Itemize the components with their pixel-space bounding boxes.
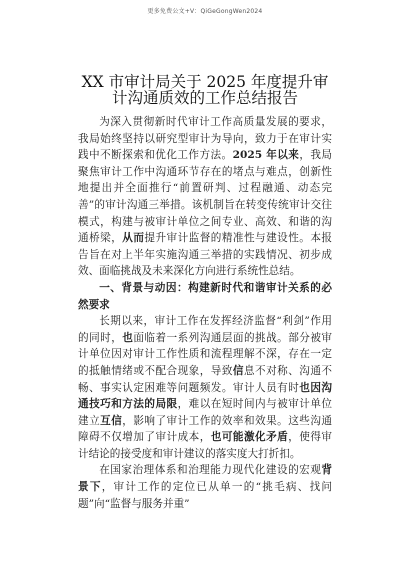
document-page	[78, 74, 332, 512]
emphasized-text: 也	[122, 331, 134, 344]
section-heading	[78, 280, 332, 313]
paragraph-text: 提升审计监督的精准性与建设性。本报告旨在对上半年实施沟通三举措的实践情况、初步成效、面临挑战及未来深化方向进行系统性总结。	[78, 232, 333, 278]
emphasized-text: 2025 年以来	[232, 149, 300, 162]
emphasized-text: 也可能激化矛盾	[210, 431, 289, 444]
paragraph-text: ，影响了审计工作的效率和效果。这些沟通障碍不仅增加了审计成本，	[78, 414, 333, 444]
body-paragraph	[78, 313, 332, 462]
paragraph-text: 长期以来，审计工作在发挥经济监督“利剑”作用的同时，	[78, 315, 332, 344]
emphasized-text: 一、背景与动因：构建新时代和谐审计关系的必然要求	[78, 281, 332, 311]
emphasized-text: 也因沟通技巧和方法的局限	[78, 381, 333, 411]
paragraph-text: 在国家治理体系和治理能力现代化建设的宏观	[99, 464, 322, 477]
emphasized-text: 从而	[122, 232, 145, 245]
document-title: XX 市审计局关于 2025 年度提升审计沟通质效的工作总结报告	[81, 73, 329, 107]
paragraph-text: ，使得审计结论的接受度和审计建议的落实度大打折扣。	[78, 431, 333, 460]
emphasized-text: 信	[232, 364, 244, 377]
paragraph-text: ，审计工作的定位已从单一的“挑毛病、找问题”向“监督与服务并重”	[78, 481, 333, 510]
body-paragraph	[78, 462, 332, 512]
emphasized-text: 互信	[100, 414, 123, 427]
paragraph-text: ，难以在短时间内与被审计单位建立	[78, 398, 333, 427]
header-note: 更多免费公文+V：QiGeGongWen2024	[147, 8, 263, 15]
paragraph-text: 息不对称、沟通不畅、事实认定困难等问题频发。审计人员有时	[78, 364, 333, 394]
paragraph-text: ，我局聚焦审计工作中沟通环节存在的堵点与难点，创新性地提出并全面推行“前置研判、过程融通、动态完善”的审计沟通三举措。该机制旨在转变传统审计交往模式，构建与被审计单位之间专业、高效、和谐的沟通桥梁，	[78, 149, 333, 245]
emphasized-text: 背景下	[78, 464, 332, 494]
paragraph-text: 为深入贯彻新时代审计工作高质量发展的要求，我局始终坚持以研究型审计为导向，致力于在审计实践中不断探索和优化工作方法。	[78, 116, 332, 162]
document-body	[78, 114, 332, 512]
paragraph-text: 面临着一系列沟通层面的挑战。部分被审计单位因对审计工作性质和流程理解不深，存在一定的抵触情绪或不配合现象，导致	[78, 331, 333, 377]
body-paragraph	[78, 114, 332, 280]
